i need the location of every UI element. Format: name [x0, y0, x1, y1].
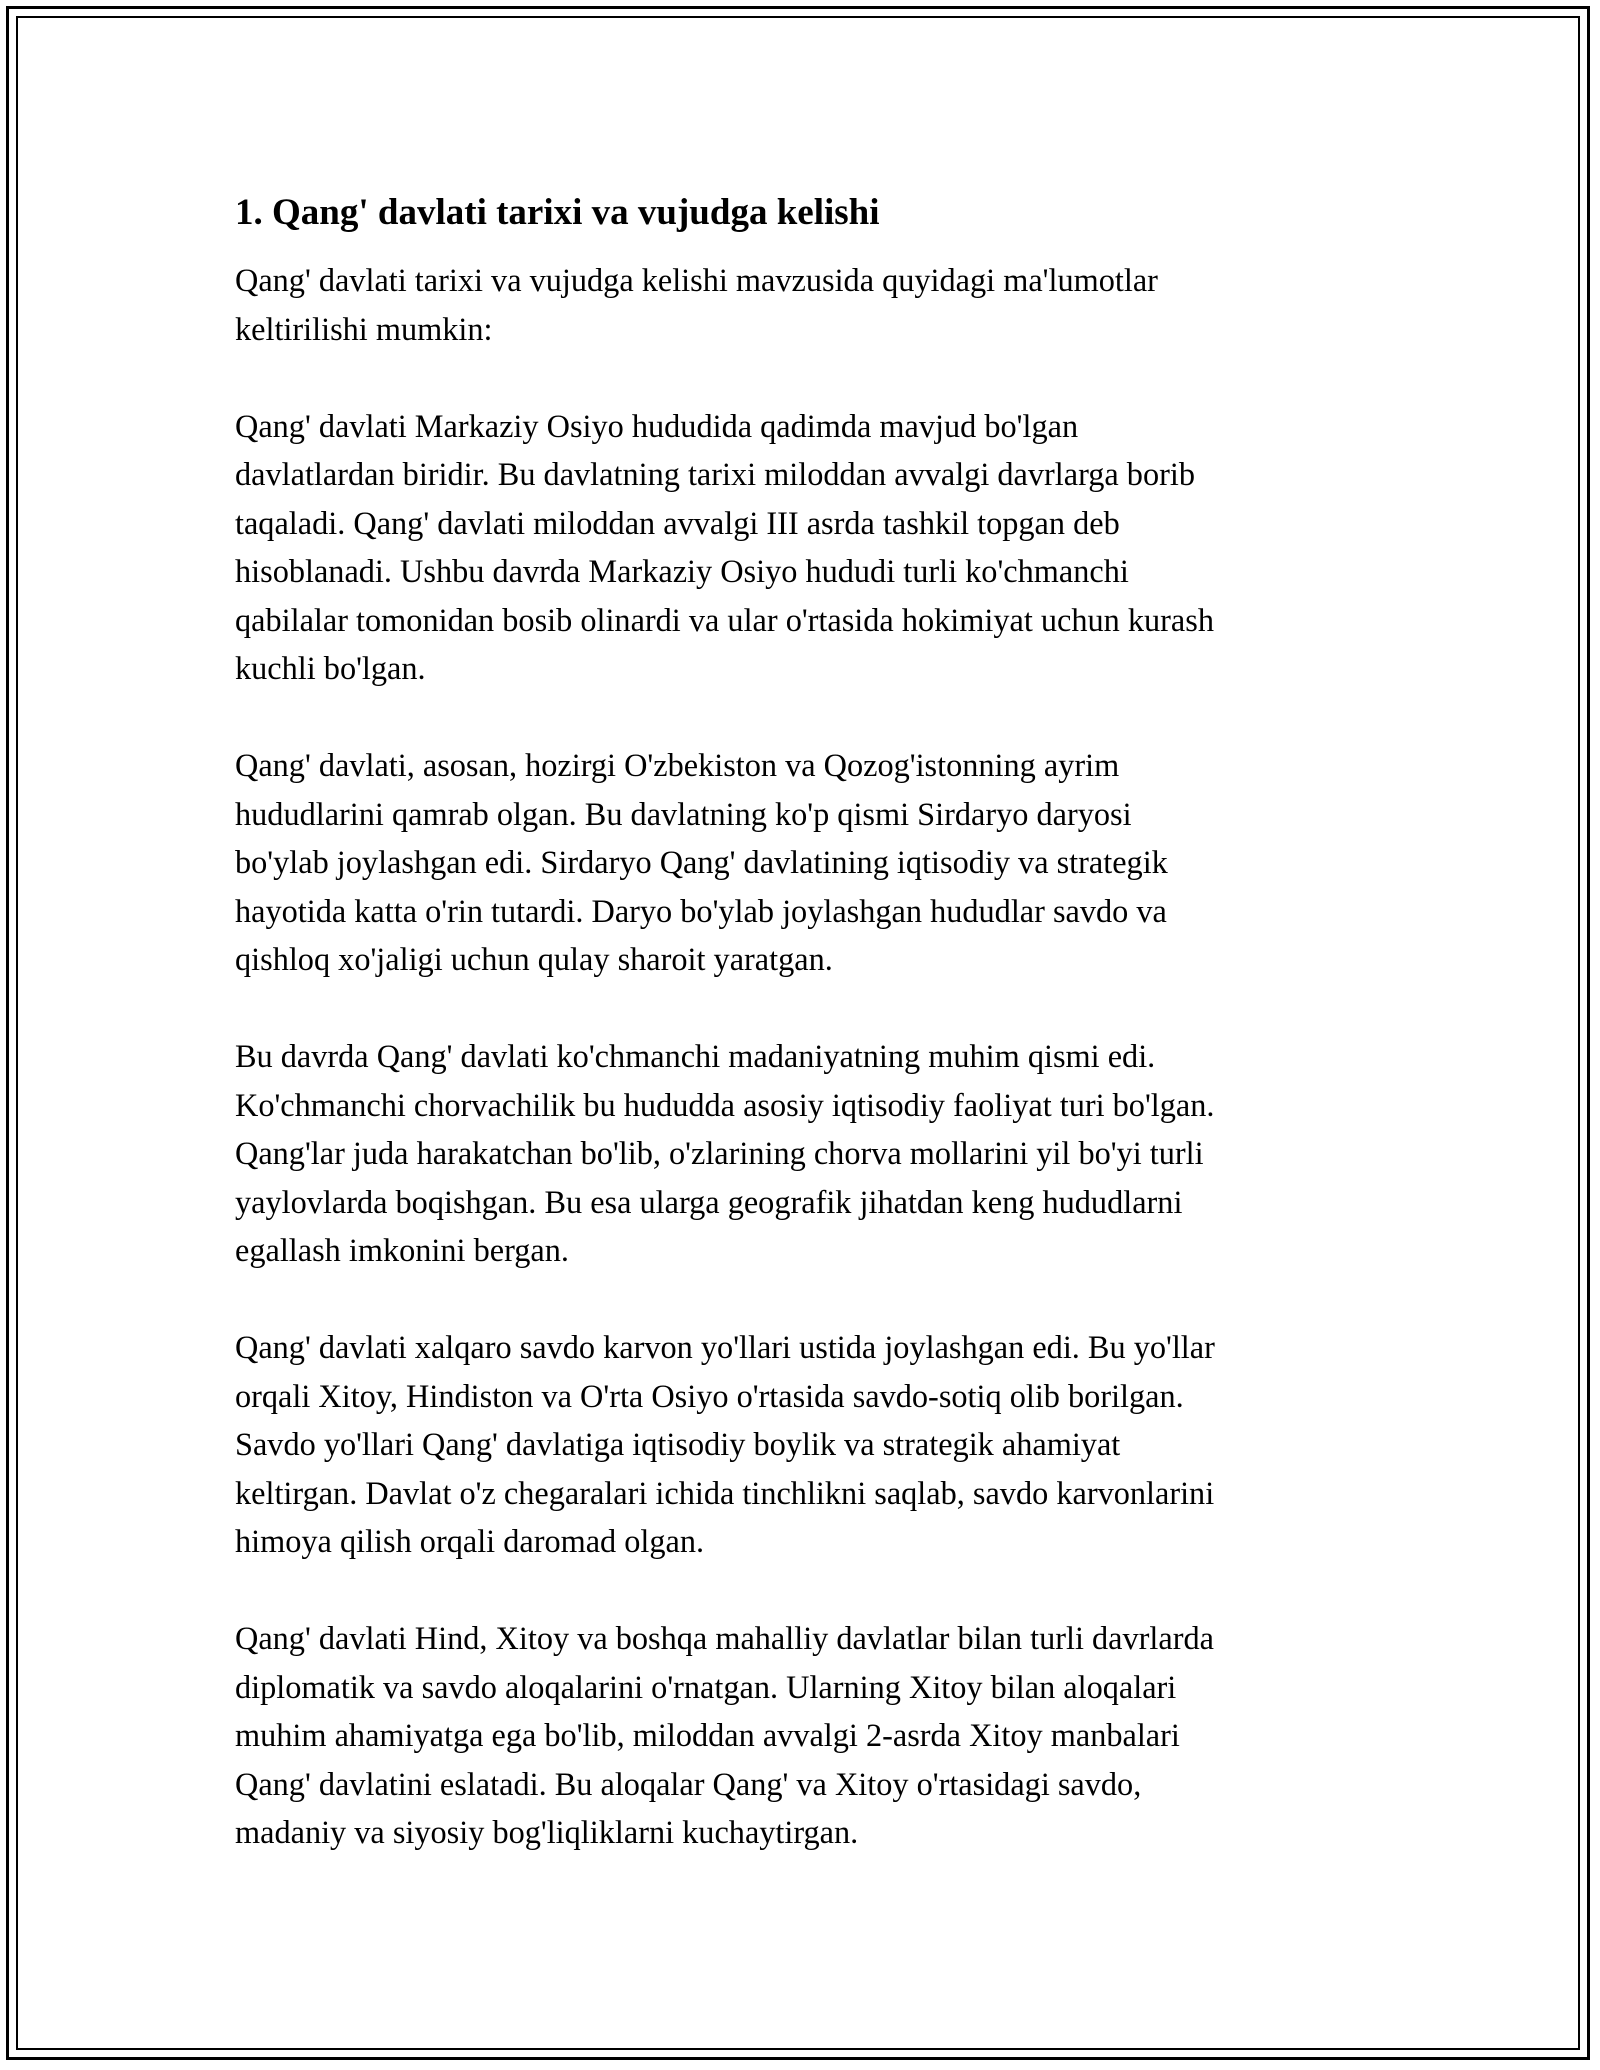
paragraph-line: bo'ylab joylashgan edi. Sirdaryo Qang' davlatining iqtisodiy va strategik: [235, 844, 1168, 880]
paragraph-line: Qang' davlati tarixi va vujudga kelishi mavzusida quyidagi ma'lumotlar: [235, 262, 1158, 298]
paragraph-line: Qang' davlati xalqaro savdo karvon yo'llari ustida joylashgan edi. Bu yo'llar: [235, 1329, 1215, 1365]
paragraph-line: davlatlardan biridir. Bu davlatning tarixi miloddan avvalgi davrlarga borib: [235, 456, 1195, 492]
paragraph-line: muhim ahamiyatga ega bo'lib, miloddan avvalgi 2-asrda Xitoy manbalari: [235, 1717, 1180, 1753]
paragraph: [235, 741, 1365, 984]
paragraph-line: Savdo yo'llari Qang' davlatiga iqtisodiy boylik va strategik ahamiyat: [235, 1426, 1121, 1462]
paragraph-line: egallash imkonini bergan.: [235, 1232, 569, 1268]
paragraph-line: orqali Xitoy, Hindiston va O'rta Osiyo o'rtasida savdo-sotiq olib borilgan.: [235, 1377, 1184, 1414]
paragraph-line: qishloq xo'jaligi uchun qulay sharoit yaratgan.: [235, 941, 833, 977]
paragraph-list: [235, 256, 1365, 1857]
paragraph-line: qabilalar tomonidan bosib olinardi va ular o'rtasida hokimiyat uchun kurash: [235, 601, 1214, 638]
paragraph-line: kuchli bo'lgan.: [235, 650, 426, 686]
paragraph: [235, 402, 1365, 693]
paragraph: [235, 256, 1365, 353]
paragraph-line: madaniy va siyosiy bog'liqliklarni kuchaytirgan.: [235, 1814, 859, 1850]
paragraph-line: keltirgan. Davlat o'z chegaralari ichida tinchlikni saqlab, savdo karvonlarini: [235, 1474, 1215, 1511]
paragraph-line: Bu davrda Qang' davlati ko'chmanchi madaniyatning muhim qismi edi.: [235, 1038, 1156, 1074]
section-heading: 1. Qang' davlati tarixi va vujudga kelishi: [235, 192, 880, 233]
paragraph-line: hayotida katta o'rin tutardi. Daryo bo'ylab joylashgan hududlar savdo va: [235, 892, 1167, 929]
paragraph-line: hisoblanadi. Ushbu davrda Markaziy Osiyo hududi turli ko'chmanchi: [235, 553, 1129, 589]
paragraph-line: Qang'lar juda harakatchan bo'lib, o'zlarining chorva mollarini yil bo'yi turli: [235, 1135, 1204, 1171]
paragraph-line: Qang' davlatini eslatadi. Bu aloqalar Qang' va Xitoy o'rtasidagi savdo,: [235, 1765, 1142, 1802]
paragraph: [235, 1032, 1365, 1275]
paragraph-line: hududlarini qamrab olgan. Bu davlatning ko'p qismi Sirdaryo daryosi: [235, 795, 1132, 832]
paragraph-line: diplomatik va savdo aloqalarini o'rnatgan. Ularning Xitoy bilan aloqalari: [235, 1668, 1177, 1705]
paragraph-line: yaylovlarda boqishgan. Bu esa ularga geografik jihatdan keng hududlarni: [235, 1183, 1183, 1220]
paragraph-line: taqaladi. Qang' davlati miloddan avvalgi III asrda tashkil topgan deb: [235, 504, 1120, 541]
paragraph-line: keltirilishi mumkin:: [235, 310, 493, 347]
document-body: [235, 188, 1365, 1905]
paragraph: [235, 1323, 1365, 1566]
paragraph: [235, 1614, 1365, 1857]
paragraph-line: himoya qilish orqali daromad olgan.: [235, 1523, 705, 1559]
paragraph-line: Ko'chmanchi chorvachilik bu hududda asosiy iqtisodiy faoliyat turi bo'lgan.: [235, 1086, 1215, 1123]
paragraph-line: Qang' davlati Markaziy Osiyo hududida qadimda mavjud bo'lgan: [235, 407, 1079, 444]
paragraph-line: Qang' davlati Hind, Xitoy va boshqa mahalliy davlatlar bilan turli davrlarda: [235, 1620, 1214, 1656]
paragraph-line: Qang' davlati, asosan, hozirgi O'zbekiston va Qozog'istonning ayrim: [235, 747, 1120, 783]
